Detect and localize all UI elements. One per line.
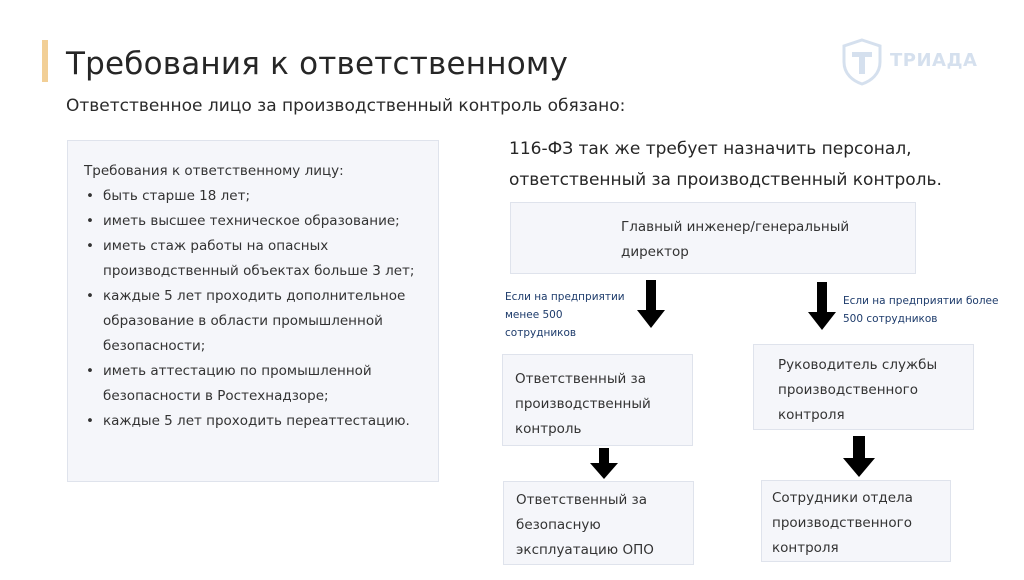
node-text: Ответственный за xyxy=(515,371,646,387)
condition-more-500 xyxy=(843,292,1018,328)
title-accent-bar xyxy=(42,40,48,82)
node-text: производственного xyxy=(778,382,918,398)
node-responsible-control xyxy=(502,354,693,446)
company-logo xyxy=(840,38,980,86)
shield-t-icon xyxy=(840,38,884,86)
requirements-list xyxy=(84,184,424,434)
list-item: • иметь высшее техническое образование; xyxy=(84,209,424,234)
arrow-down-icon xyxy=(590,448,618,480)
node-text: Главный инженер/генеральный xyxy=(621,219,850,235)
node-text: эксплуатацию ОПО xyxy=(516,542,654,558)
arrow-down-icon xyxy=(637,280,665,330)
condition-text: 500 сотрудников xyxy=(843,313,938,325)
list-item: • быть старше 18 лет; xyxy=(84,184,424,209)
node-text: производственный xyxy=(515,396,651,412)
node-text: производственного xyxy=(772,515,912,531)
list-item: • иметь аттестацию по промышленной безопасности в Ростехнадзоре; xyxy=(84,359,424,409)
node-text: контроля xyxy=(772,540,839,556)
node-responsible-safe-operation xyxy=(503,481,694,565)
node-text: безопасную xyxy=(516,517,601,533)
list-item: • каждые 5 лет проходить дополнительное образование в области промышленной безопасности; xyxy=(84,284,424,359)
node-text: Руководитель службы xyxy=(778,357,938,373)
arrow-down-icon xyxy=(843,436,875,478)
node-text: контроля xyxy=(778,407,845,423)
node-text: директор xyxy=(621,244,689,260)
slide-title: Требования к ответственному xyxy=(66,46,569,82)
condition-text: сотрудников xyxy=(505,327,577,339)
law-line: 116-ФЗ так же требует назначить персонал, xyxy=(509,139,912,159)
node-text: Ответственный за xyxy=(516,492,647,508)
node-director xyxy=(510,202,916,274)
condition-text: менее 500 xyxy=(505,309,563,321)
node-text: контроль xyxy=(515,421,582,437)
law-statement xyxy=(509,134,979,196)
requirements-box xyxy=(67,140,439,482)
arrow-down-icon xyxy=(808,282,836,332)
slide-subtitle: Ответственное лицо за производственный контроль обязано: xyxy=(66,96,626,116)
law-line: ответственный за производственный контроль. xyxy=(509,170,942,190)
node-head-of-service xyxy=(753,344,974,430)
logo-text: ТРИАДА xyxy=(890,50,978,71)
requirements-heading: Требования к ответственному лицу: xyxy=(84,163,344,179)
node-text: Сотрудники отдела xyxy=(772,490,913,506)
condition-text: Если на предприятии xyxy=(505,291,625,303)
condition-less-500 xyxy=(505,288,640,342)
list-item: • каждые 5 лет проходить переаттестацию. xyxy=(84,409,424,434)
list-item: • иметь стаж работы на опасных производственный объектах больше 3 лет; xyxy=(84,234,424,284)
node-department-staff xyxy=(761,480,951,562)
condition-text: Если на предприятии более xyxy=(843,295,999,307)
